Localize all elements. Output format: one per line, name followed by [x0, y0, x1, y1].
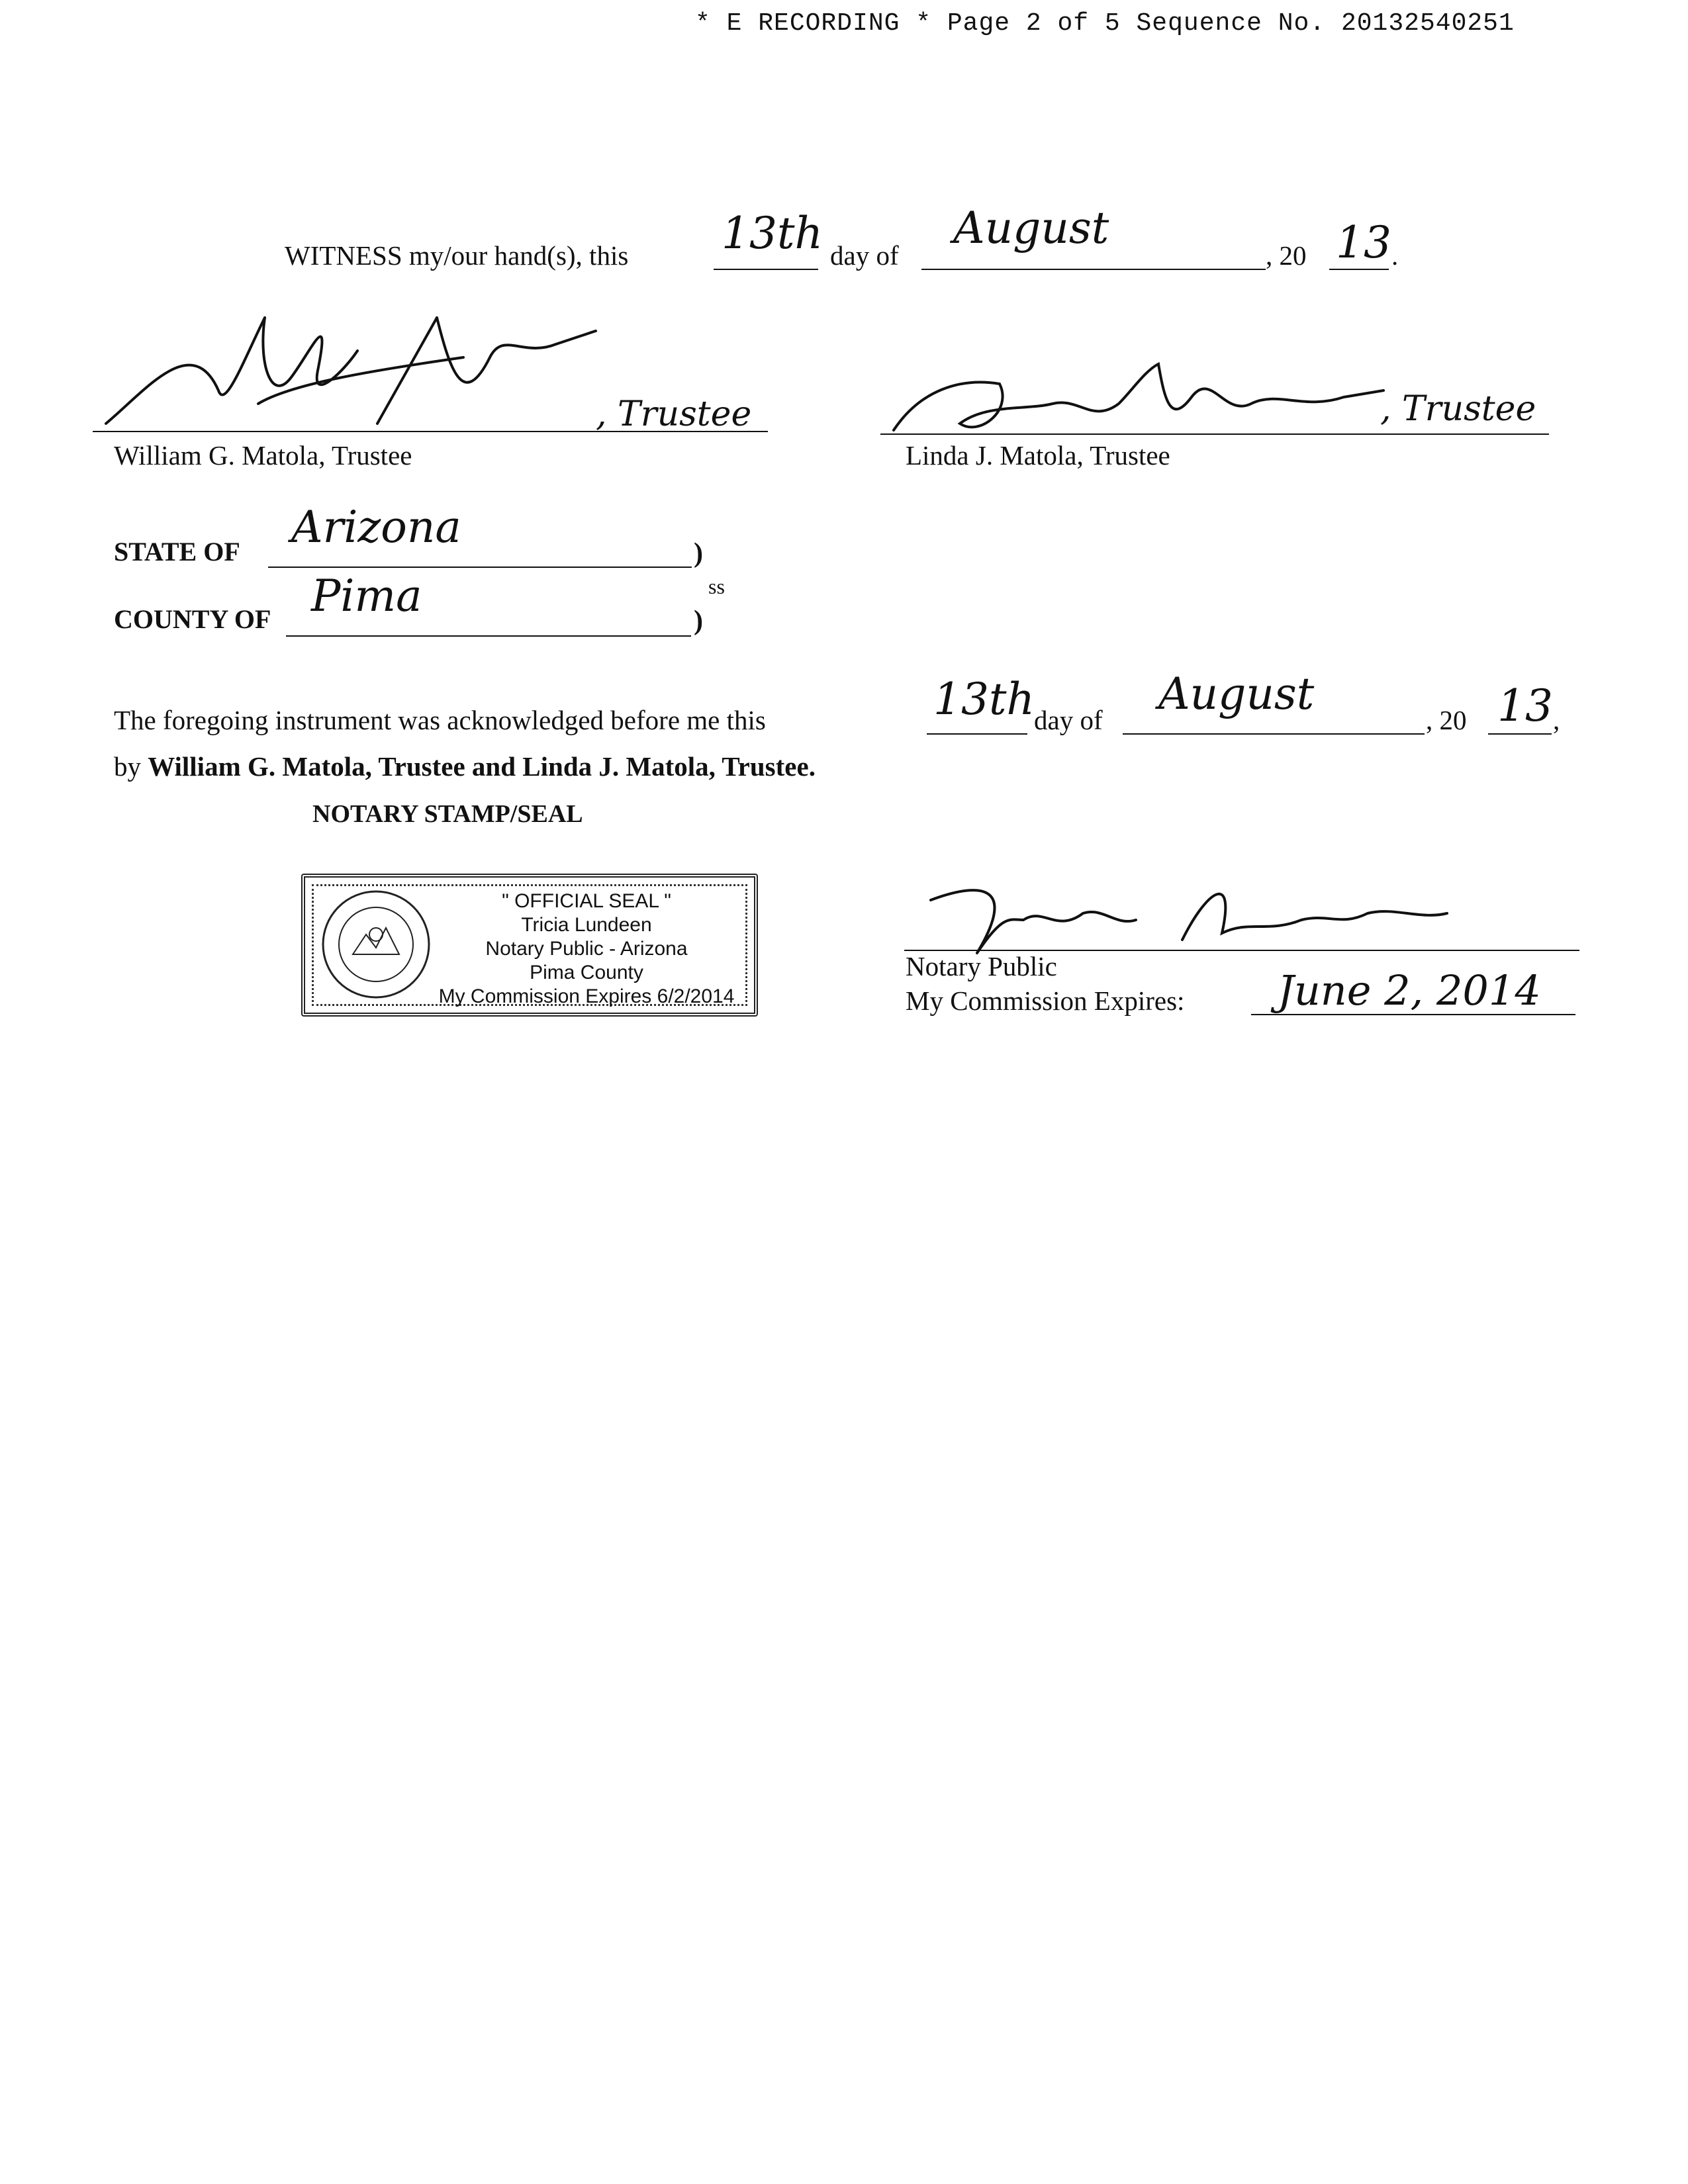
ack-year-prefix: , 20 — [1426, 705, 1467, 735]
william-trustee-suffix: , Trustee — [596, 394, 752, 434]
linda-caption: Linda J. Matola, Trustee — [906, 440, 1170, 471]
witness-prefix: WITNESS my/our hand(s), this — [285, 240, 629, 271]
state-handwritten: Arizona — [291, 502, 461, 553]
seal-lines — [431, 889, 742, 1009]
ack-month-line — [1123, 733, 1425, 735]
notary-seal — [301, 874, 758, 1017]
witness-month-line — [921, 269, 1266, 270]
william-caption: William G. Matola, Trustee — [114, 440, 412, 471]
witness-year-line — [1329, 269, 1389, 270]
ack-month-handwritten: August — [1158, 668, 1315, 719]
witness-month-handwritten: August — [953, 203, 1109, 253]
ack-line2-prefix: by — [114, 751, 148, 782]
witness-year-handwritten: 13 — [1336, 217, 1391, 268]
witness-day-line — [714, 269, 818, 270]
ack-day-of: day of — [1034, 705, 1103, 735]
ack-year-handwritten: 13 — [1497, 680, 1553, 731]
witness-day-of: day of — [830, 240, 899, 271]
seal-line-4: Pima County — [530, 962, 643, 983]
ack-prefix: The foregoing instrument was acknowledged before me this — [114, 705, 766, 735]
seal-line-5: My Commission Expires 6/2/2014 — [438, 985, 735, 1007]
ack-line2 — [114, 751, 816, 782]
notary-signature-graphic — [904, 860, 1593, 960]
ack-day-line — [927, 733, 1027, 735]
state-paren: ) — [694, 538, 703, 569]
commission-label: My Commission Expires: — [906, 985, 1185, 1016]
witness-year-prefix: , 20 — [1266, 240, 1307, 271]
linda-trustee-suffix: , Trustee — [1380, 389, 1536, 429]
witness-day-handwritten: 13th — [722, 208, 823, 259]
ack-line2-end: . — [808, 751, 816, 782]
county-label: COUNTY OF — [114, 604, 271, 634]
seal-line-1: " OFFICIAL SEAL " — [502, 890, 671, 912]
recording-header: * E RECORDING * Page 2 of 5 Sequence No. 20132540251 — [695, 9, 1515, 38]
ack-day-handwritten: 13th — [933, 674, 1035, 725]
seal-line-2: Tricia Lundeen — [521, 914, 652, 936]
notary-stamp-label: NOTARY STAMP/SEAL — [312, 800, 583, 828]
county-handwritten: Pima — [311, 570, 422, 621]
commission-handwritten: June 2, 2014 — [1278, 966, 1541, 1015]
county-line — [286, 635, 691, 637]
ack-line2-names: William G. Matola, Trustee and Linda J. Matola, Trustee — [148, 751, 809, 782]
ack-year-line — [1488, 733, 1552, 735]
ss-label: ss — [708, 574, 725, 598]
seal-line-3: Notary Public - Arizona — [485, 938, 688, 960]
notary-public-label: Notary Public — [906, 951, 1057, 981]
state-label: STATE OF — [114, 537, 240, 567]
state-line — [268, 567, 692, 568]
ack-end: , — [1553, 705, 1560, 735]
witness-end: . — [1391, 240, 1399, 271]
county-paren: ) — [694, 606, 703, 636]
state-seal-emblem — [320, 888, 432, 1001]
